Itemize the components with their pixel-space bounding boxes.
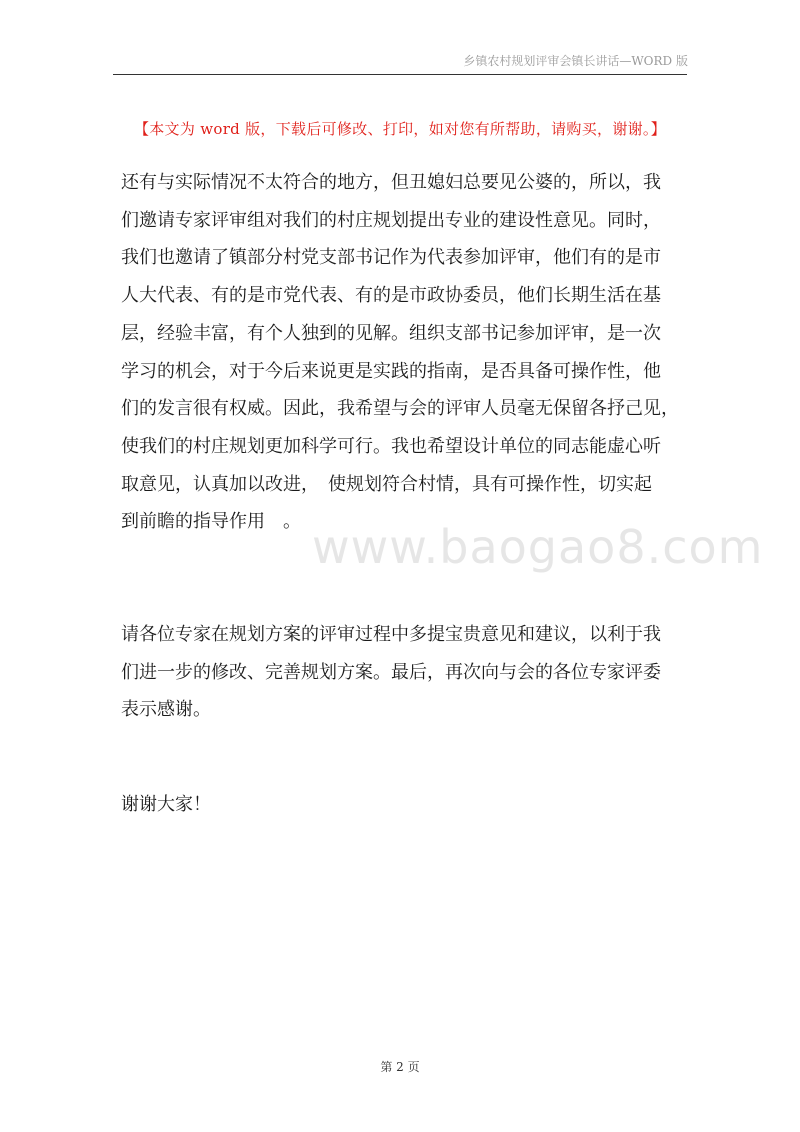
paragraph-line: 们进一步的修改、完善规划方案。最后，再次向与会的各位专家评委 [121, 661, 661, 683]
paragraph-line: 取意见，认真加以改进， 使规划符合村情，具有可操作性，切实起 [121, 473, 652, 495]
body-paragraph-3 [121, 786, 693, 824]
paragraph-line: 到前瞻的指导作用 。 [121, 511, 301, 533]
watermark: www.baogao8.com [312, 520, 764, 574]
header-divider [113, 74, 687, 75]
paragraph-line: 们的发言很有权威。因此，我希望与会的评审人员毫无保留各抒己见， [121, 398, 679, 420]
purchase-notice: 【本文为 word 版，下载后可修改、打印，如对您有所帮助，请购买，谢谢。】 [133, 120, 667, 138]
paragraph-line: 使我们的村庄规划更加科学可行。我也希望设计单位的同志能虚心听 [121, 435, 661, 457]
paragraph-line: 请各位专家在规划方案的评审过程中多提宝贵意见和建议，以利于我 [121, 624, 661, 645]
paragraph-line: 还有与实际情况不太符合的地方，但丑媳妇总要见公婆的，所以，我 [121, 172, 661, 193]
header-title: 乡镇农村规划评审会镇长讲话—WORD 版 [463, 54, 688, 68]
paragraph-line: 表示感谢。 [121, 699, 211, 721]
paragraph-line: 学习的机会，对于今后来说更是实践的指南，是否具备可操作性，他 [121, 360, 661, 382]
paragraph-line: 层，经验丰富，有个人独到的见解。组织支部书记参加评审，是一次 [121, 322, 661, 344]
page-number: 第 2 页 [380, 1060, 420, 1074]
body-paragraph-1 [121, 164, 693, 541]
paragraph-line: 我们也邀请了镇部分村党支部书记作为代表参加评审，他们有的是市 [121, 247, 661, 269]
paragraph-line: 谢谢大家！ [121, 794, 211, 815]
paragraph-line: 人大代表、有的是市党代表、有的是市政协委员，他们长期生活在基 [121, 285, 661, 307]
paragraph-line: 们邀请专家评审组对我们的村庄规划提出专业的建设性意见。同时， [121, 209, 661, 231]
body-paragraph-2 [121, 616, 693, 729]
